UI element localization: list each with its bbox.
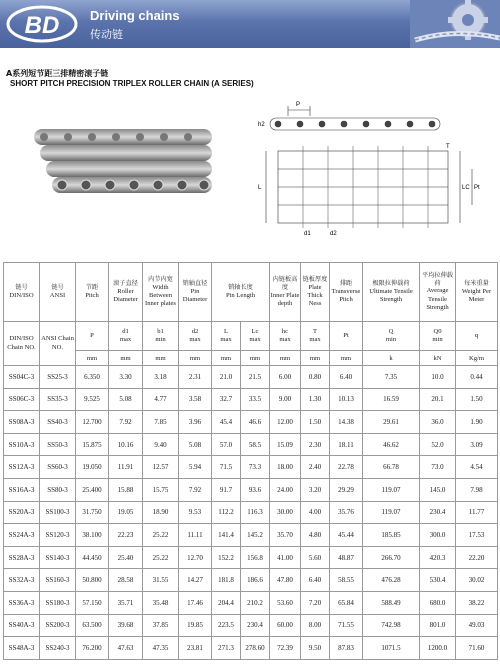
table-cell: 45.4 [212, 411, 241, 434]
table-cell: 33.5 [241, 388, 270, 411]
table-cell: 93.6 [241, 478, 270, 501]
table-cell: 145.2 [241, 524, 270, 547]
col-pitch: 节距 Pitch [76, 263, 109, 322]
table-cell: 37.85 [143, 614, 179, 637]
col-din: 链号 DIN/ISO [4, 263, 40, 322]
table-cell: 18.90 [143, 501, 179, 524]
table-cell: 91.7 [212, 478, 241, 501]
table-cell: 152.2 [212, 546, 241, 569]
table-cell: 25.400 [76, 478, 109, 501]
table-cell: 19.85 [179, 614, 212, 637]
table-cell: 39.68 [109, 614, 143, 637]
col-plate-depth: 内链板高度 Inner Plate depth [270, 263, 301, 322]
table-cell: 72.39 [270, 637, 301, 660]
table-cell: 63.500 [76, 614, 109, 637]
sym-q: Q min [363, 322, 420, 351]
table-cell: SS40-3 [40, 411, 76, 434]
header-row-units [4, 351, 498, 366]
dim-lc-label: LC [462, 185, 470, 191]
table-cell: 15.75 [143, 478, 179, 501]
table-row [4, 433, 498, 456]
table-cell: 7.92 [109, 411, 143, 434]
table-cell: 12.70 [179, 546, 212, 569]
table-cell: SS06C-3 [4, 388, 40, 411]
triplex-chain-photo [30, 125, 218, 200]
table-cell: 11.91 [109, 456, 143, 479]
table-cell: 7.35 [363, 366, 420, 389]
table-cell: 22.23 [109, 524, 143, 547]
table-cell: 22.20 [456, 546, 498, 569]
table-cell: SS24A-3 [4, 524, 40, 547]
company-logo [6, 4, 78, 44]
col-ansi: 链号 ANSI [40, 263, 76, 322]
table-cell: 10.13 [330, 388, 363, 411]
table-cell: 19.05 [109, 501, 143, 524]
table-cell: 185.85 [363, 524, 420, 547]
table-cell: 4.77 [143, 388, 179, 411]
table-row [4, 501, 498, 524]
col-plate-thickness: 链板厚度 Plate Thick Ness [301, 263, 330, 322]
table-cell: SS80-3 [40, 478, 76, 501]
table-cell: 28.58 [109, 569, 143, 592]
table-cell: 71.5 [212, 456, 241, 479]
sym-ansi: ANSI Chain NO. [40, 322, 76, 366]
unit-cell: mm [270, 351, 301, 366]
table-cell: 5.60 [301, 546, 330, 569]
col-transverse-pitch: 排距 Transverse Pitch [330, 263, 363, 322]
sym-d1: d1 max [109, 322, 143, 351]
unit-cell: mm [212, 351, 241, 366]
table-cell: 49.03 [456, 614, 498, 637]
table-cell: 18.00 [270, 456, 301, 479]
table-cell: 44.450 [76, 546, 109, 569]
sym-b1: b1 min [143, 322, 179, 351]
table-cell: 3.09 [456, 433, 498, 456]
table-cell: 21.0 [212, 366, 241, 389]
col-pin-dia: 销轴直径 Pin Diameter [179, 263, 212, 322]
table-cell: 1.50 [456, 388, 498, 411]
dim-d2-label: d2 [330, 231, 337, 236]
table-cell: 742.98 [363, 614, 420, 637]
table-cell: 60.00 [270, 614, 301, 637]
table-cell: SS180-3 [40, 591, 76, 614]
table-cell: 19.050 [76, 456, 109, 479]
col-average-tensile: 平均拉伸载荷 Average Tensile Strength [420, 263, 456, 322]
table-cell: 7.92 [179, 478, 212, 501]
table-cell: 35.76 [330, 501, 363, 524]
table-cell: 52.0 [420, 433, 456, 456]
table-cell: 10.16 [109, 433, 143, 456]
table-cell: SS04C-3 [4, 366, 40, 389]
table-cell: 71.55 [330, 614, 363, 637]
table-cell: 35.70 [270, 524, 301, 547]
table-cell: SS32A-3 [4, 569, 40, 592]
table-cell: SS100-3 [40, 501, 76, 524]
dim-l-label: L [258, 185, 262, 191]
table-cell: SS140-3 [40, 546, 76, 569]
table-cell: 9.50 [301, 637, 330, 660]
table-cell: 119.07 [363, 478, 420, 501]
table-cell: 530.4 [420, 569, 456, 592]
dim-d1-label: d1 [304, 231, 311, 236]
unit-cell: mm [241, 351, 270, 366]
table-cell: SS36A-3 [4, 591, 40, 614]
table-cell: 1071.5 [363, 637, 420, 660]
table-cell: 7.20 [301, 591, 330, 614]
table-cell: 45.44 [330, 524, 363, 547]
unit-cell: mm [143, 351, 179, 366]
sym-lc: Lc max [241, 322, 270, 351]
table-cell: 14.27 [179, 569, 212, 592]
col-inner-width: 内节内宽 Width Between Inner plates [143, 263, 179, 322]
table-cell: SS25-3 [40, 366, 76, 389]
table-cell: 11.11 [179, 524, 212, 547]
unit-cell: kN [420, 351, 456, 366]
table-cell: 14.38 [330, 411, 363, 434]
table-cell: 3.96 [179, 411, 212, 434]
table-cell: 1.30 [301, 388, 330, 411]
table-cell: 47.80 [270, 569, 301, 592]
table-row [4, 478, 498, 501]
table-cell: 5.08 [179, 433, 212, 456]
table-cell: 0.80 [301, 366, 330, 389]
unit-cell: Kg/m [456, 351, 498, 366]
table-cell: 420.3 [420, 546, 456, 569]
section-title-en: Driving chains [90, 8, 180, 23]
table-row [4, 411, 498, 434]
table-cell: 31.750 [76, 501, 109, 524]
table-cell: 6.350 [76, 366, 109, 389]
table-cell: 38.100 [76, 524, 109, 547]
table-cell: 0.44 [456, 366, 498, 389]
table-cell: 87.83 [330, 637, 363, 660]
heading-en: SHORT PITCH PRECISION TRIPLEX ROLLER CHAIN (A SERIES) [10, 79, 254, 88]
table-cell: 4.00 [301, 501, 330, 524]
table-cell: 112.2 [212, 501, 241, 524]
table-cell: 47.63 [109, 637, 143, 660]
gear-chain-icon [410, 0, 500, 48]
dim-t-label: T [446, 144, 450, 150]
table-cell: 801.0 [420, 614, 456, 637]
table-cell: 8.00 [301, 614, 330, 637]
table-cell: 15.875 [76, 433, 109, 456]
table-row [4, 569, 498, 592]
table-cell: 6.40 [301, 569, 330, 592]
table-cell: 266.70 [363, 546, 420, 569]
table-cell: 38.22 [456, 591, 498, 614]
col-roller-dia: 滚子直径 Roller Diameter [109, 263, 143, 322]
table-cell: SS28A-3 [4, 546, 40, 569]
table-cell: 204.4 [212, 591, 241, 614]
table-cell: 186.6 [241, 569, 270, 592]
table-cell: 35.71 [109, 591, 143, 614]
table-cell: 48.87 [330, 546, 363, 569]
table-cell: 10.0 [420, 366, 456, 389]
unit-cell: mm [179, 351, 212, 366]
table-cell: 47.35 [143, 637, 179, 660]
table-cell: 16.59 [363, 388, 420, 411]
table-row [4, 591, 498, 614]
header-row-names [4, 263, 498, 322]
table-cell: 41.00 [270, 546, 301, 569]
table-cell: 25.22 [143, 524, 179, 547]
table-cell: 29.29 [330, 478, 363, 501]
table-cell: 73.3 [241, 456, 270, 479]
table-cell: 210.2 [241, 591, 270, 614]
table-cell: SS160-3 [40, 569, 76, 592]
unit-cell: mm [301, 351, 330, 366]
table-row [4, 614, 498, 637]
table-cell: 58.55 [330, 569, 363, 592]
table-cell: 12.57 [143, 456, 179, 479]
table-cell: 1200.0 [420, 637, 456, 660]
table-cell: 31.55 [143, 569, 179, 592]
unit-cell: mm [76, 351, 109, 366]
table-row [4, 366, 498, 389]
table-cell: SS50-3 [40, 433, 76, 456]
section-title-cn: 传动链 [90, 28, 123, 41]
page-heading [6, 68, 254, 88]
sym-q0: Q0 min [420, 322, 456, 351]
table-cell: 1.90 [456, 411, 498, 434]
table-cell: 66.78 [363, 456, 420, 479]
table-cell: 300.0 [420, 524, 456, 547]
table-cell: 7.85 [143, 411, 179, 434]
table-cell: 2.30 [301, 433, 330, 456]
table-cell: SS120-3 [40, 524, 76, 547]
table-cell: 3.18 [143, 366, 179, 389]
table-cell: 30.00 [270, 501, 301, 524]
header-row-symbols [4, 322, 498, 351]
table-cell: SS08A-3 [4, 411, 40, 434]
table-cell: SS240-3 [40, 637, 76, 660]
table-cell: SS35-3 [40, 388, 76, 411]
table-cell: 21.5 [241, 366, 270, 389]
table-cell: 12.700 [76, 411, 109, 434]
sym-pt: Pt [330, 322, 363, 351]
table-cell: 156.8 [241, 546, 270, 569]
table-cell: 3.30 [109, 366, 143, 389]
table-cell: 18.11 [330, 433, 363, 456]
table-cell: 11.77 [456, 501, 498, 524]
table-row [4, 524, 498, 547]
table-cell: 278.60 [241, 637, 270, 660]
table-cell: 9.40 [143, 433, 179, 456]
table-cell: 65.84 [330, 591, 363, 614]
table-cell: 116.3 [241, 501, 270, 524]
table-cell: SS60-3 [40, 456, 76, 479]
sym-q-weight: q [456, 322, 498, 351]
table-row [4, 456, 498, 479]
table-cell: SS200-3 [40, 614, 76, 637]
table-cell: 7.98 [456, 478, 498, 501]
spec-table-body [4, 366, 498, 660]
table-cell: 71.60 [456, 637, 498, 660]
table-cell: 3.20 [301, 478, 330, 501]
header-banner [0, 0, 500, 48]
dim-p-label: P [296, 102, 301, 108]
table-cell: 50.800 [76, 569, 109, 592]
table-cell: 4.80 [301, 524, 330, 547]
dim-pt-label: Pt [474, 185, 480, 191]
heading-cn: A系列短节距三排精密滚子链 [6, 69, 109, 78]
table-cell: 35.48 [143, 591, 179, 614]
table-row [4, 546, 498, 569]
unit-cell: mm [330, 351, 363, 366]
table-cell: 6.00 [270, 366, 301, 389]
table-cell: 57.150 [76, 591, 109, 614]
chain-spec-table [3, 262, 498, 660]
table-cell: SS20A-3 [4, 501, 40, 524]
table-cell: 476.28 [363, 569, 420, 592]
table-cell: SS40A-3 [4, 614, 40, 637]
table-row [4, 637, 498, 660]
table-cell: 271.3 [212, 637, 241, 660]
table-cell: 25.40 [109, 546, 143, 569]
table-cell: 2.40 [301, 456, 330, 479]
table-cell: 680.0 [420, 591, 456, 614]
table-cell: 5.94 [179, 456, 212, 479]
table-cell: 15.09 [270, 433, 301, 456]
table-cell: 9.00 [270, 388, 301, 411]
table-cell: 3.58 [179, 388, 212, 411]
table-cell: 223.5 [212, 614, 241, 637]
table-cell: 53.60 [270, 591, 301, 614]
table-cell: 5.08 [109, 388, 143, 411]
table-cell: 119.07 [363, 501, 420, 524]
sym-d2: d2 max [179, 322, 212, 351]
table-cell: 30.02 [456, 569, 498, 592]
col-ultimate-tensile: 极限拉伸载荷 Ultimate Tensile Strength [363, 263, 420, 322]
table-cell: 23.81 [179, 637, 212, 660]
table-cell: 230.4 [241, 614, 270, 637]
table-cell: 46.6 [241, 411, 270, 434]
table-cell: 17.53 [456, 524, 498, 547]
table-cell: 9.525 [76, 388, 109, 411]
unit-cell: mm [109, 351, 143, 366]
table-cell: 2.31 [179, 366, 212, 389]
table-row [4, 388, 498, 411]
table-cell: 4.54 [456, 456, 498, 479]
table-cell: SS12A-3 [4, 456, 40, 479]
table-cell: SS10A-3 [4, 433, 40, 456]
table-cell: 76.200 [76, 637, 109, 660]
chain-dimension-drawing [248, 96, 493, 236]
unit-cell: k [363, 351, 420, 366]
table-cell: 58.5 [241, 433, 270, 456]
table-cell: 141.4 [212, 524, 241, 547]
table-cell: 20.1 [420, 388, 456, 411]
sym-din: DIN/ISO Chain NO. [4, 322, 40, 366]
col-weight: 每米重量 Weight Per Meter [456, 263, 498, 322]
table-cell: 1.50 [301, 411, 330, 434]
table-cell: 17.46 [179, 591, 212, 614]
table-cell: 22.78 [330, 456, 363, 479]
table-cell: 25.22 [143, 546, 179, 569]
table-cell: 46.62 [363, 433, 420, 456]
table-cell: 6.40 [330, 366, 363, 389]
table-cell: SS16A-3 [4, 478, 40, 501]
table-cell: 36.0 [420, 411, 456, 434]
table-cell: 145.0 [420, 478, 456, 501]
table-cell: 12.00 [270, 411, 301, 434]
sym-p: P [76, 322, 109, 351]
sym-t: T max [301, 322, 330, 351]
table-cell: 181.8 [212, 569, 241, 592]
dim-h2-label: h2 [258, 122, 265, 128]
table-cell: 32.7 [212, 388, 241, 411]
svg-text:BD: BD [24, 12, 60, 39]
table-cell: 73.0 [420, 456, 456, 479]
col-pin-length: 销轴长度 Pin Length [212, 263, 270, 322]
table-cell: 9.53 [179, 501, 212, 524]
table-cell: SS48A-3 [4, 637, 40, 660]
sym-l: L max [212, 322, 241, 351]
table-cell: 15.88 [109, 478, 143, 501]
table-cell: 230.4 [420, 501, 456, 524]
table-cell: 588.49 [363, 591, 420, 614]
table-cell: 29.61 [363, 411, 420, 434]
table-cell: 24.00 [270, 478, 301, 501]
sym-hc: hc max [270, 322, 301, 351]
table-cell: 57.0 [212, 433, 241, 456]
